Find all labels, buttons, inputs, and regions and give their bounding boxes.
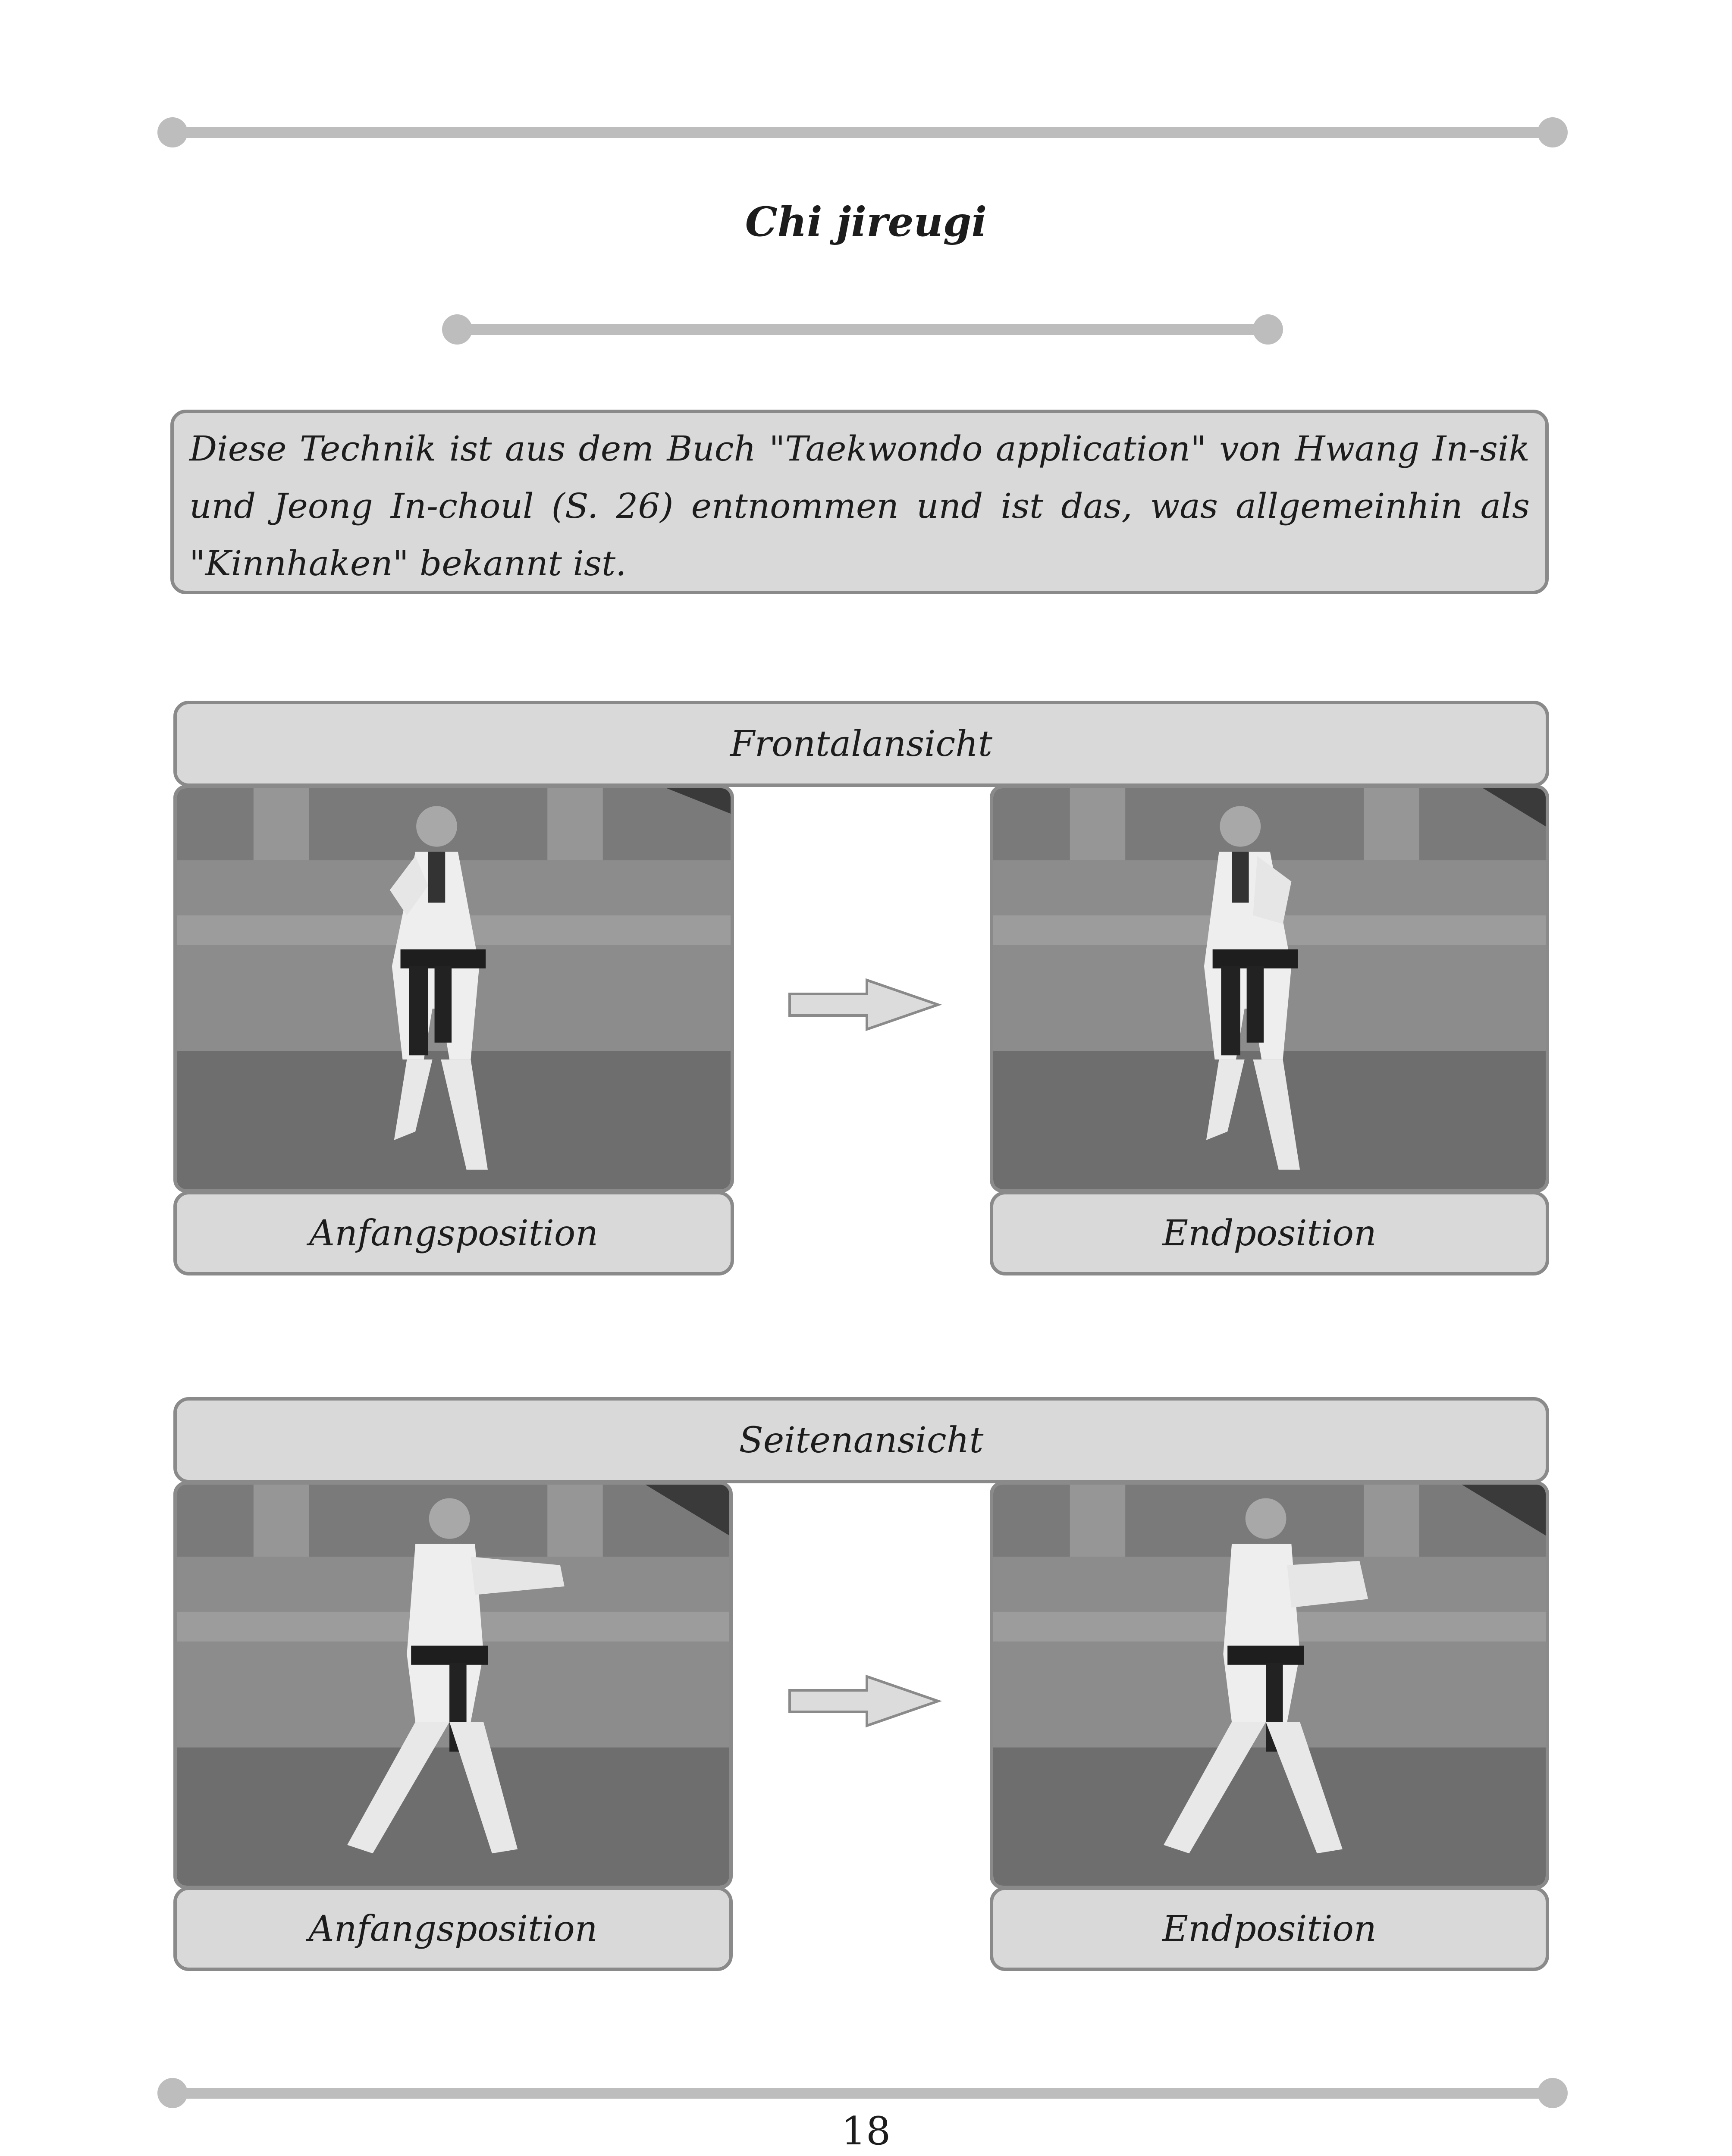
intro-text-box: Diese Technik ist aus dem Buch "Taekwondo application" von Hwang In-sik und Jeong In-choul (S. 26) entnommen und ist das, was allgemeinhin als "Kinnhaken" bekannt ist. bbox=[170, 410, 1549, 594]
photo-side-end bbox=[990, 1481, 1549, 1889]
caption-front-end bbox=[990, 1191, 1549, 1275]
caption-label: Endposition bbox=[1162, 1908, 1377, 1949]
photo-front-end bbox=[990, 785, 1549, 1193]
section-header-front bbox=[173, 701, 1549, 787]
caption-label: Anfangsposition bbox=[308, 1908, 598, 1949]
page-number: 18 bbox=[841, 2109, 891, 2154]
section-header-side bbox=[173, 1397, 1549, 1483]
section-header-label: Frontalansicht bbox=[730, 723, 993, 765]
photo-front-start bbox=[173, 785, 734, 1193]
section-header-label: Seitenansicht bbox=[739, 1420, 984, 1461]
caption-front-start bbox=[173, 1191, 734, 1275]
caption-label: Anfangsposition bbox=[309, 1213, 599, 1254]
caption-label: Endposition bbox=[1162, 1213, 1377, 1254]
caption-side-end bbox=[990, 1887, 1549, 1971]
caption-side-start bbox=[173, 1887, 733, 1971]
photo-side-start bbox=[173, 1481, 733, 1889]
arrow-right-icon bbox=[787, 1673, 942, 1729]
page-title: Chi jireugi bbox=[745, 198, 987, 246]
arrow-right-icon bbox=[787, 977, 942, 1033]
